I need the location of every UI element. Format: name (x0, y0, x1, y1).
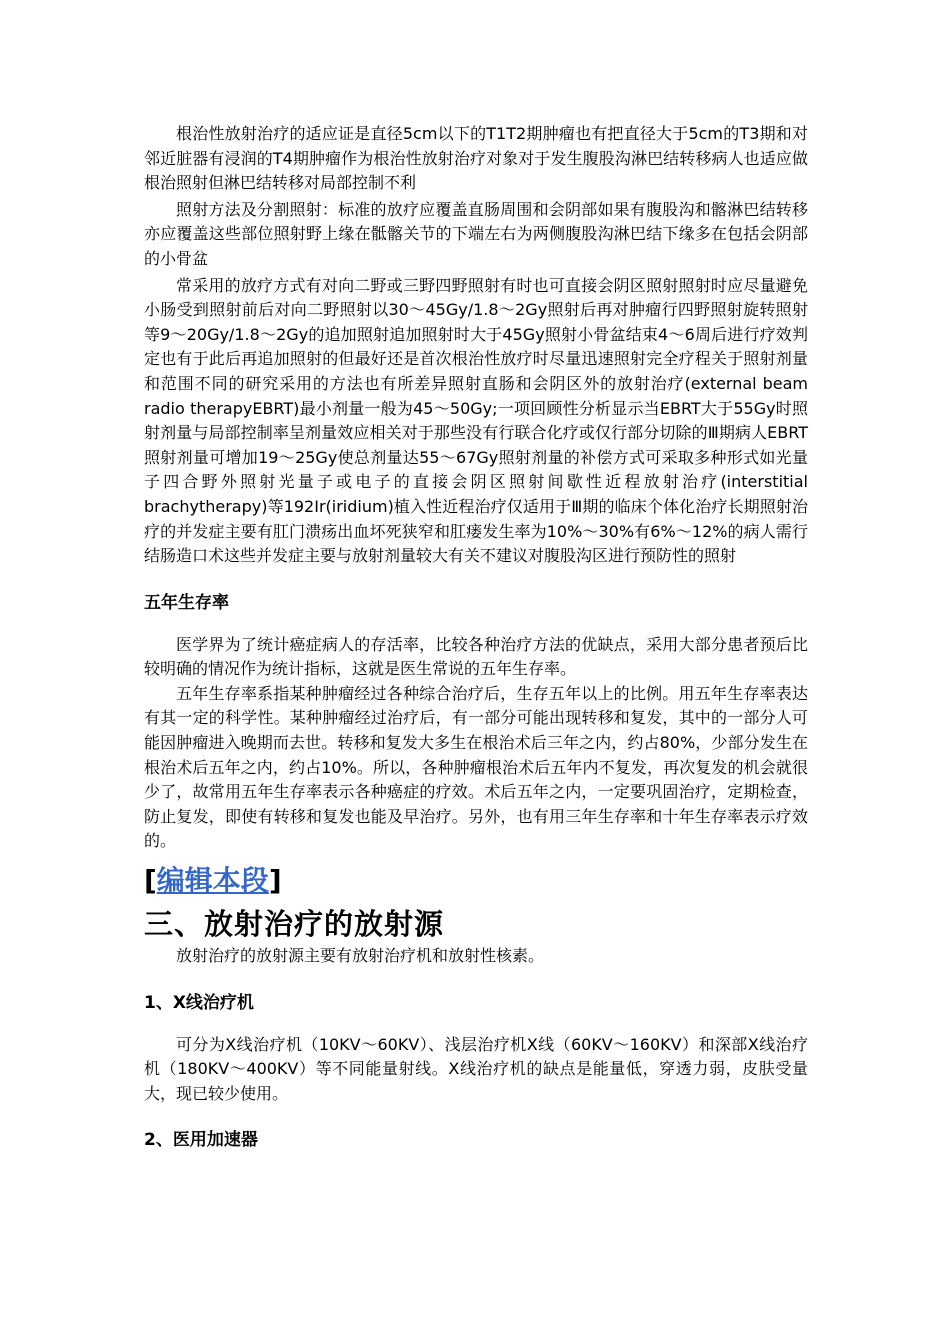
heading-radiation-sources: 三、放射治疗的放射源 (144, 907, 445, 942)
paragraph-survival-stat-intro: 医学界为了统计癌症病人的存活率，比较各种治疗方法的优缺点，采用大部分患者预后比较明确的情况作为统计指标，这就是医生常说的五年生存率。 (144, 634, 808, 679)
paragraph-xray-machine: 可分为X线治疗机（10KV～60KV）、浅层治疗机X线（60KV～160KV）和深部X线治疗机（180KV～400KV）等不同能量射线。X线治疗机的缺点是能量低，穿透力弱，皮肤受量大，现已较少使用。 (144, 1034, 808, 1103)
edit-section-link-wrapper (144, 864, 808, 898)
edit-section-link[interactable]: 编辑本段 (156, 864, 269, 898)
heading-medical-accelerator: 2、医用加速器 (144, 1130, 258, 1151)
heading-five-year-survival: 五年生存率 (144, 592, 229, 613)
document-page (144, 122, 808, 1152)
paragraph-radiotherapy-modes: 常采用的放疗方式有对向二野或三野四野照射有时也可直接会阴区照射照射时应尽量避免小肠受到照射前后对向二野照射以30～45Gy/1.8～2Gy照射后再对肿瘤行四野照射旋转照射等9～20Gy/1.8～2Gy的追加照射追加照射时大于45Gy照射小骨盆结束4～6周后进行疗效判定也有于此后再追加照射的但最好还是首次根治性放疗时尽量迅速照射完全疗程关于照射剂量和范围不同的研究采用的方法也有所差异照射直肠和会阴区外的放射治疗(external beam radio therapyEBRT)最小剂量一般为45～50Gy;一项回顾性分析显示当EBRT大于55Gy时照射剂量与局部控制率呈剂量效应相关对于那些没有行联合化疗或仅行部分切除的Ⅲ期病人EBRT照射剂量可增加19～25Gy使总剂量达55～67Gy照射剂量的补偿方式可采取多种形式如光量子四合野外照射光量子或电子的直接会阴区照射间歇性近程放射治疗(interstitial brachytherapy)等192Ir(iridium)植入性近程治疗仅适用于Ⅲ期的临床个体化治疗长期照射治疗的并发症主要有肛门溃疡出血坏死狭窄和肛瘘发生率为10%～30%有6%～12%的病人需行结肠造口术这些并发症主要与放射剂量较大有关不建议对腹股沟区进行预防性的照射 (144, 275, 808, 566)
edit-bracket-close: ] (268, 864, 282, 898)
paragraph-radiation-sources-intro: 放射治疗的放射源主要有放射治疗机和放射性核素。 (176, 946, 545, 966)
paragraph-survival-definition: 五年生存率系指某种肿瘤经过各种综合治疗后，生存五年以上的比例。用五年生存率表达有其一定的科学性。某种肿瘤经过治疗后，有一部分可能出现转移和复发，其中的一部分人可能因肿瘤进入晚期而去世。转移和复发大多生在根治术后三年之内，约占80%，少部分发生在根治术后五年之内，约占10%。所以，各种肿瘤根治术后五年内不复发，再次复发的机会就很少了，故常用五年生存率表示各种癌症的疗效。术后五年之内，一定要巩固治疗，定期检查，防止复发，即使有转移和复发也能及早治疗。另外，也有用三年生存率和十年生存率表示疗效的。 (144, 683, 808, 851)
heading-xray-machine: 1、X线治疗机 (144, 992, 254, 1013)
paragraph-radical-indication: 根治性放射治疗的适应证是直径5cm以下的T1T2期肿瘤也有把直径大于5cm的T3期和对邻近脏器有浸润的T4期肿瘤作为根治性放射治疗对象对于发生腹股沟淋巴结转移病人也适应做根治照射但淋巴结转移对局部控制不利 (144, 124, 808, 193)
edit-bracket-open: [ (144, 864, 157, 898)
paragraph-irradiation-method: 照射方法及分割照射：标准的放疗应覆盖直肠周围和会阴部如果有腹股沟和髂淋巴结转移亦应覆盖这些部位照射野上缘在骶髂关节的下端左右为两侧腹股沟淋巴结下缘多在包括会阴部的小骨盆 (144, 199, 808, 268)
